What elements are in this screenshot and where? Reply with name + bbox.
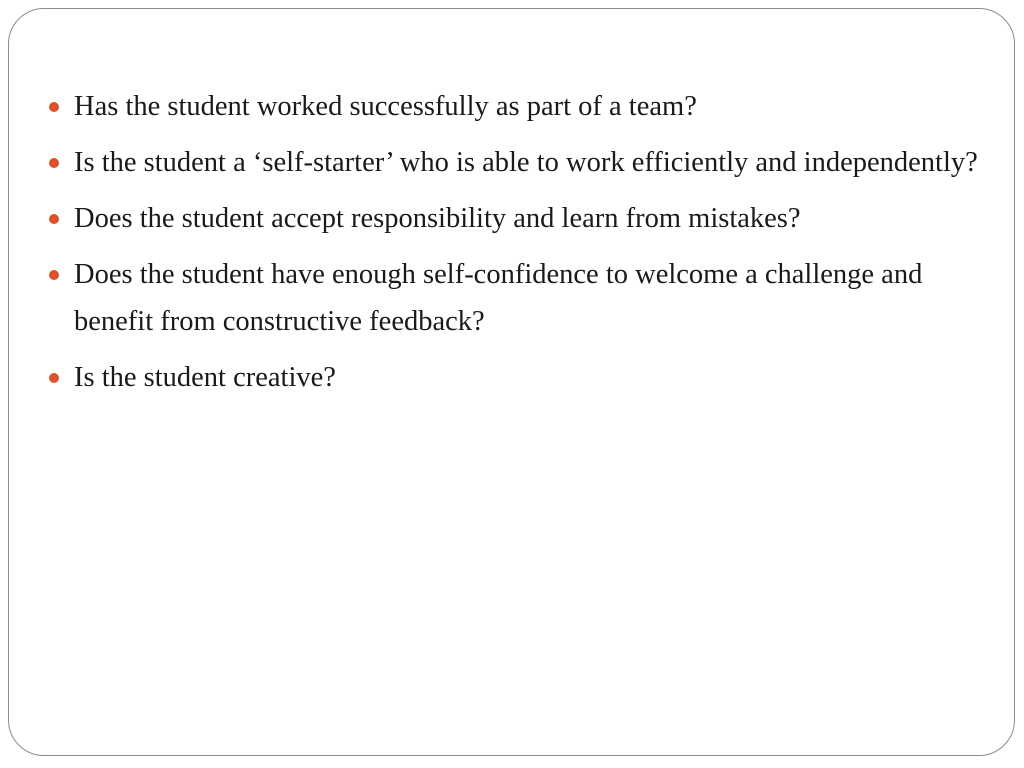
bullet-text: Has the student worked successfully as part of a team? xyxy=(74,91,697,122)
bullet-text: Is the student creative? xyxy=(74,362,336,393)
bullet-dot-icon xyxy=(49,102,59,112)
bullet-text: Does the student have enough self-confidence to welcome a challenge and benefit from constructive feedback? xyxy=(74,259,923,337)
bullet-item xyxy=(44,195,994,242)
bullet-text: Does the student accept responsibility and learn from mistakes? xyxy=(74,203,801,234)
bullet-item xyxy=(44,251,994,345)
bullet-item xyxy=(44,354,994,401)
bullet-dot-icon xyxy=(49,270,59,280)
bullet-dot-icon xyxy=(49,373,59,383)
bullet-item xyxy=(44,139,994,186)
bullet-text: Is the student a ‘self-starter’ who is able to work efficiently and independently? xyxy=(74,147,978,178)
bullet-dot-icon xyxy=(49,214,59,224)
bullet-item xyxy=(44,83,994,130)
bullet-dot-icon xyxy=(49,158,59,168)
bullet-list xyxy=(44,83,994,410)
